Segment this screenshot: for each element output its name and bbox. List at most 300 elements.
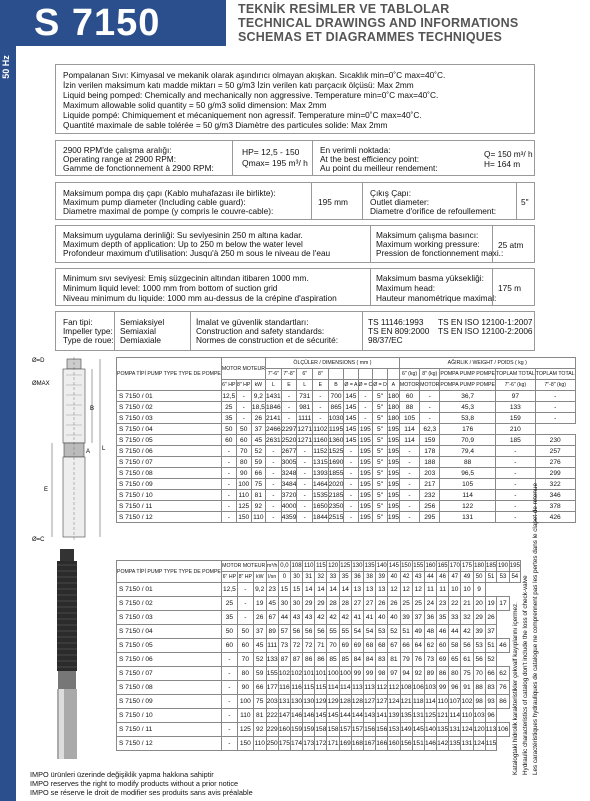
table-cell: 12 [388,583,400,597]
table-cell: 105 [399,413,419,424]
table-cell: 195 [359,458,371,466]
table-cell: - [313,391,329,402]
table-cell: 112 [388,681,400,695]
flow-value: 42 [400,572,412,583]
table-cell: 250 [266,737,278,751]
table-cell: 84 [364,653,376,667]
table-cell: - [344,446,358,457]
table-cell: 71 [315,639,327,653]
table-cell: - [297,512,313,523]
dim-col: E [281,380,297,391]
pump-type-cell: S 7150 / 08 [117,468,222,479]
table-cell: 43 [290,611,302,625]
table-cell: 67 [266,611,278,625]
table-cell: - [344,512,358,523]
flow-value: 155 [412,561,424,572]
table-cell: 731 [297,391,313,402]
table-cell: 156 [376,723,388,737]
table-cell: 112 [376,681,388,695]
table-cell: 2185 [328,491,344,499]
table-cell: - [221,512,236,523]
weight-sub: MOTOR [399,380,419,391]
table-cell: 42 [327,611,339,625]
flow-value: 135 [364,561,376,572]
table-cell: 217 [420,479,440,490]
table-cell: 81 [388,653,400,667]
table-cell: 96 [449,681,461,695]
table-cell: 88 [440,457,496,468]
table-cell: 54 [364,625,376,639]
rpm-box [55,140,535,176]
table-cell: 156 [400,737,412,751]
table-cell: 52 [251,446,265,457]
table-cell: 116 [278,681,290,695]
dim-group: 7"-8" [281,369,297,380]
table-cell: - [221,457,236,468]
table-cell: 42 [461,625,473,639]
table-cell: - [221,737,237,751]
table-cell: 110 [461,709,473,723]
table-cell: 90 [237,681,253,695]
table-cell: 87 [278,653,290,667]
table-cell: 66 [253,681,266,695]
pump-type-cell: S 7150 / 05 [117,639,222,653]
footer-line: IMPO ürünleri üzerinde değişiklik yapma hakkına sahiptir [30,770,214,779]
table-cell: 147 [278,709,290,723]
table-cell: 2631 [266,436,281,444]
footer-line: IMPO se réserve le droit de modifier ses produits sans avis préalable [30,788,253,797]
dim-col: Ø = A [344,380,358,391]
table-cell: 2297 [281,425,297,433]
label-b: B [90,406,95,412]
table-cell: 72 [290,639,302,653]
title-fr: SCHEMAS ET DIAGRAMMES TECHNIQUES [238,30,503,44]
table-cell: 127 [364,695,376,709]
table-cell: 175 [278,737,290,751]
flow-value: 32 [315,572,327,583]
table-cell: 1315 [313,458,328,466]
table-cell: 110 [253,513,264,521]
table-cell: 195 [387,469,399,477]
table-cell: 93 [485,695,497,709]
table-cell: 91 [461,681,473,695]
table-cell: 84 [351,653,363,667]
pump-type-cell: S 7150 / 05 [117,435,222,446]
table-cell: 1271 [297,425,313,433]
pump-type-cell: S 7150 / 11 [117,723,222,737]
table-cell: 127 [376,695,388,709]
table-cell: 60 [399,391,419,402]
table-cell: 124 [473,737,485,751]
liquid-line: Maximum allowable solid quantity = 50 g/m3 solid dimension: Max 2mm [63,100,327,110]
table-cell: - [535,391,575,402]
table-cell: 79,4 [440,446,496,457]
table-cell: 94 [400,667,412,681]
table-cell: 99 [351,667,363,681]
table-cell: 129 [315,695,327,709]
table-cell: 85 [327,653,339,667]
table-cell: - [266,457,282,468]
title-tr: TEKNİK RESİMLER VE TABLOLAR [238,2,450,16]
table-cell: 1464 [313,480,328,488]
dim-col: B [328,380,344,391]
table-cell: 1152 [313,447,328,455]
dim-col: E [313,380,329,391]
standard-value: TS EN ISO 12100-2:2006 [438,326,533,336]
table-cell: 88 [399,402,419,413]
table-cell: 180 [387,403,399,411]
table-cell: 5" [373,468,388,479]
table-cell: 98 [473,695,485,709]
table-cell: 114 [339,681,351,695]
table-cell: 28 [339,597,351,611]
table-row [117,435,576,446]
weight-group: TOPLAM TOTAL [495,369,535,380]
table-cell: 90 [236,468,251,479]
table-cell: 41 [364,611,376,625]
flow-value: 50 [473,572,485,583]
table-cell: 13 [376,583,388,597]
table-cell: 1102 [313,425,328,433]
table-cell: 3484 [281,480,297,488]
table-cell: 9,2 [251,391,265,402]
dimension-rows [117,391,576,523]
table-cell: 121 [400,695,412,709]
table-cell: - [221,501,236,512]
table-cell: 115 [485,737,497,751]
dim-group: 8" [313,369,329,380]
table-cell: 168 [351,737,363,751]
qmax: Qmax= 195 m³/ h [242,158,308,168]
liquid-line: İzin verilen maksimum katı madde miktarı = 50 g/m3 İzin verilen katı parçacık ölçüsü: Max 2mm [63,80,414,90]
table-cell: - [221,468,236,479]
impeller-value: Demiaxiale [120,335,162,345]
table-cell: - [344,479,358,490]
diameter-value: 195 mm [318,197,348,207]
flow-value: 120 [327,561,339,572]
table-cell: 29 [303,597,315,611]
table-cell: 60 [221,435,236,446]
table-cell: 160 [388,737,400,751]
table-cell: 426 [535,512,575,523]
table-cell: - [281,413,297,424]
table-cell: 70 [473,667,485,681]
table-cell: 80 [449,667,461,681]
table-cell: 36 [424,611,436,625]
table-cell: 3248 [281,469,297,477]
table-cell: 5" [373,446,388,457]
table-cell: 5" [373,457,388,468]
table-row [117,468,576,479]
table-cell: 44 [278,611,290,625]
note-line: Katalogtaki hidrolik karakteristikler çekvalf kayıplarını içermez. [512,602,519,775]
table-cell: 100 [327,667,339,681]
table-cell: - [399,512,419,523]
table-cell: - [495,490,535,501]
table-cell: 159 [303,723,315,737]
table-row [117,653,521,667]
table-cell: 195 [359,469,371,477]
liquid-box [55,64,535,134]
table-cell: 230 [535,435,575,446]
weight-group: 6" (kg) [399,369,419,380]
table-cell: 60 [236,435,251,446]
table-cell: 113 [351,681,363,695]
label-l: L [102,446,106,452]
table-cell: - [535,402,575,413]
table-cell: 75 [253,695,266,709]
table-cell: 125 [424,709,436,723]
table-cell: 158 [315,723,327,737]
table-cell: 53,8 [440,413,496,424]
performance-rows [117,583,521,751]
dimension-table-wrap [116,357,576,523]
table-cell: 61 [461,653,473,667]
table-cell: 100 [339,667,351,681]
table-cell: 75 [461,667,473,681]
table-cell: 36,7 [440,391,496,402]
table-cell: 113 [364,681,376,695]
table-cell: - [535,413,575,424]
table-cell: 44 [449,625,461,639]
table-cell: 73 [424,653,436,667]
pump-type-cell: S 7150 / 06 [117,653,222,667]
perf-col-unit: m³/h [266,561,278,572]
pump-type-cell: S 7150 / 03 [117,413,222,424]
table-cell: - [399,446,419,457]
label-a: A [86,449,91,455]
table-cell: 12,5 [221,583,237,597]
table-cell: 26 [388,597,400,611]
level-line: Minimum sıvı seviyesi: Emiş süzgecinin altından itibaren 1000 mm. [63,273,309,283]
outlet-line: Çıkış Çapı: [370,188,412,198]
pump-type-cell: S 7150 / 03 [117,611,222,625]
table-cell: 143 [364,709,376,723]
table-cell: 160 [278,723,290,737]
pump-type-cell: S 7150 / 11 [117,501,222,512]
table-cell: - [495,501,535,512]
flow-value: 44 [424,572,436,583]
table-cell: 158 [327,723,339,737]
table-cell: 50 [236,424,251,435]
table-cell: - [297,457,313,468]
table-cell: 21 [461,597,473,611]
table-cell: 92 [253,723,266,737]
table-cell: 5" [373,413,388,424]
table-cell: 69 [351,639,363,653]
table-cell: 125 [238,502,250,510]
table-cell: 59 [251,457,265,468]
table-cell: 195 [387,447,399,455]
table-cell: 145 [327,709,339,723]
table-cell: 26 [376,597,388,611]
best-h: H= 164 m [484,159,521,169]
table-cell: 159 [420,435,440,446]
table-cell: - [358,413,373,424]
table-cell: 131 [440,512,496,523]
flow-value: 108 [290,561,302,572]
weight-title: AĞIRLIK / WEIGHT / POIDS ( kg ) [399,358,575,369]
table-cell: 42 [339,611,351,625]
liquid-line: Quantité maximale de sable tolérée = 50 g/m3 Diamètre des particules solide: Max 2mm [63,120,388,130]
table-cell: 110 [437,695,449,709]
impeller-label: Type de roue: [63,335,114,345]
table-cell: 981 [297,402,313,413]
dim-col: L [266,380,282,391]
table-cell: 378 [535,501,575,512]
table-cell: 2677 [281,447,297,455]
pressure-value: 25 atm [498,240,524,250]
col-kw: kW [251,380,265,391]
table-cell: 118 [412,695,424,709]
table-cell: 14 [303,583,315,597]
pump-drawing [30,355,116,545]
flow-value: 0,0 [278,561,290,572]
table-cell: 171 [327,737,339,751]
table-cell: 89 [424,667,436,681]
table-cell: 195 [359,513,371,521]
table-cell: 1846 [266,403,281,411]
col-8hp: 8" HP [236,380,251,391]
table-cell: 195 [387,513,399,521]
table-cell: 2520 [281,436,297,444]
table-cell: 51 [400,625,412,639]
table-cell: 30 [278,597,290,611]
table-cell: 157 [339,723,351,737]
table-cell: - [266,512,282,523]
table-cell: - [399,501,419,512]
weight-sub: 7"-6" (kg) [495,380,535,391]
table-cell: 22 [449,597,461,611]
table-cell: - [221,681,237,695]
table-cell: 131 [412,709,424,723]
table-cell: 115 [315,681,327,695]
table-cell: 13 [364,583,376,597]
table-cell: 166 [376,737,388,751]
table-cell: - [281,402,297,413]
table-row [117,479,576,490]
table-cell: 141 [376,709,388,723]
table-cell: 9 [473,583,485,597]
impeller-label: Fan tipi: [63,317,93,327]
pump-type-cell: S 7150 / 04 [117,625,222,639]
pump-type-cell: S 7150 / 09 [117,479,222,490]
table-cell: 276 [535,457,575,468]
table-cell: 149 [400,723,412,737]
table-cell: 203 [420,468,440,479]
perf-col-motor: MOTOR MOTEUR [221,561,266,572]
table-cell: 27 [351,597,363,611]
table-cell: 26 [485,611,497,625]
table-cell: 40 [376,611,388,625]
pump-type-cell: S 7150 / 10 [117,490,222,501]
table-cell: 52 [485,653,497,667]
weight-group: 8" (kg) [420,369,440,380]
table-cell: - [266,479,282,490]
table-row [117,583,521,597]
flow-value: 160 [424,561,436,572]
table-cell: 1844 [313,513,328,521]
table-cell: 145 [345,414,357,422]
pump-type-cell: S 7150 / 02 [117,597,222,611]
table-cell: 65 [449,653,461,667]
table-cell: 11 [424,583,436,597]
table-cell: 156 [364,723,376,737]
rpm-line: 2900 RPM'de çalışma aralığı: [63,145,172,155]
table-cell: 48 [424,625,436,639]
table-cell: 27 [364,597,376,611]
table-cell: 121 [437,709,449,723]
table-cell: 50 [237,625,253,639]
table-cell: 102 [461,695,473,709]
table-cell: 64 [412,639,424,653]
table-cell: 1030 [328,414,344,422]
weight-group: POMPA PUMP POMPE [440,369,496,380]
impeller-label: Impeller type: [63,326,113,336]
table-cell: 299 [535,468,575,479]
table-cell: 11 [437,583,449,597]
table-cell: 37 [485,625,497,639]
table-cell: 174 [290,737,302,751]
table-cell: 146 [424,737,436,751]
eff-line: Au point du meilleur rendement: [320,163,438,173]
flow-value: 33 [327,572,339,583]
dim-col-motor: MOTOR MOTEUR [221,358,265,380]
dim-group [328,369,344,380]
table-row [117,490,576,501]
table-cell: - [266,446,282,457]
table-cell: - [297,468,313,479]
table-cell: 66 [485,667,497,681]
frequency-label: 50 Hz [1,55,11,79]
table-cell: 97 [388,667,400,681]
table-row [117,611,521,625]
dim-group [344,369,358,380]
table-cell: 1195 [328,425,344,433]
table-cell: 150 [238,513,250,521]
label-e: E [44,487,49,493]
table-cell: 1650 [313,502,328,510]
table-cell: 20 [473,597,485,611]
dim-title: ÖLÇÜLER / DIMENSIONS ( mm ) [266,358,400,369]
table-cell: 79 [400,653,412,667]
flow-value: 54 [509,572,520,583]
table-cell: 97 [495,391,535,402]
pump-type-cell: S 7150 / 12 [117,737,222,751]
table-cell: 42 [315,611,327,625]
table-cell: 99 [437,681,449,695]
side-bar [0,0,16,801]
table-cell: 96 [485,709,497,723]
table-cell: 1535 [313,491,328,499]
table-cell: 100 [238,480,250,488]
table-cell: 2515 [328,513,344,521]
table-cell: 81 [253,709,266,723]
table-cell: 10 [461,583,473,597]
table-cell: 322 [535,479,575,490]
table-cell: - [221,723,237,737]
perf-col-6hp: 6" HP [221,572,237,583]
table-cell: 102 [290,667,302,681]
table-cell: 133 [495,402,535,413]
pressure-line: Maksimum çalışma basıncı: [376,230,479,240]
table-cell: 210 [495,424,535,435]
table-cell: 37 [251,424,265,435]
standards-label: Normes de construction et de sécurité: [196,335,339,345]
table-cell: 55 [327,625,339,639]
table-cell: 4359 [281,513,297,521]
flow-value: 38 [364,572,376,583]
